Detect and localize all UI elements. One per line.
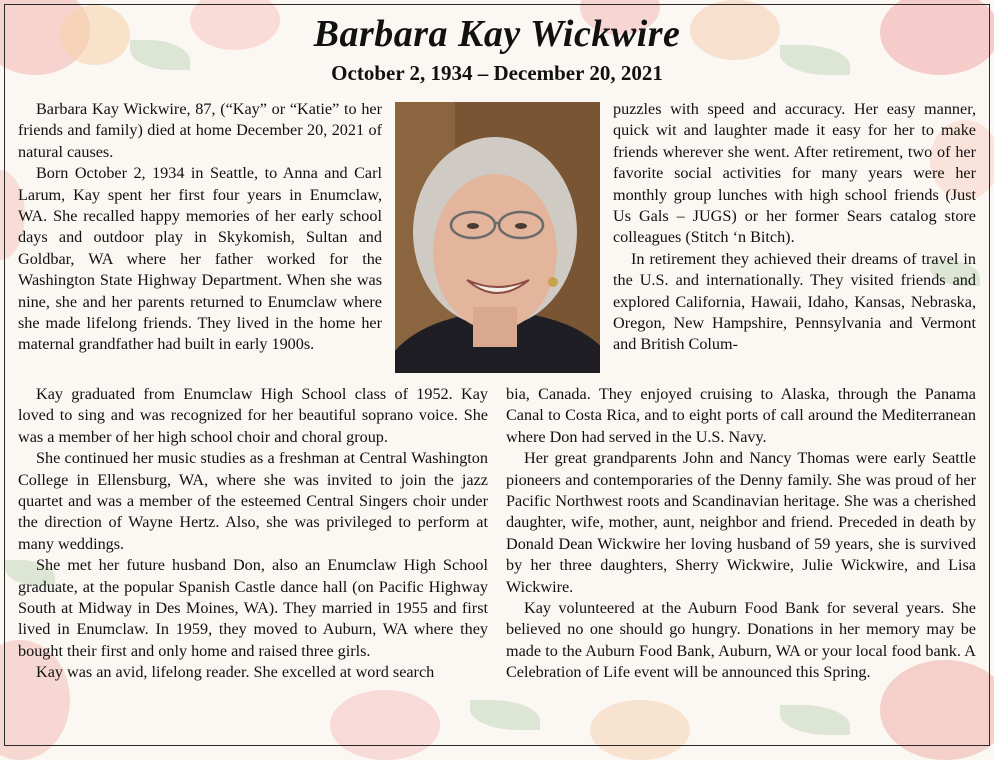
portrait-photo [395,102,600,373]
column-left-bottom [18,384,488,684]
paragraph-marriage: She met her future husband Don, also an Enumclaw High School graduate, at the popular Spanish Castle dance hall (on Pacific Highway South at Midway in Des Moines, WA). They married in 1955 and first lived in Enumclaw. In 1959, they moved to Auburn, WA where they bought their first and only home and raised three girls. [18,556,488,660]
paragraph-travel-continued: bia, Canada. They enjoyed cruising to Alaska, through the Panama Canal to Costa Rica, and to eight ports of call around the Mediterranean where Don had served in the U.S. Navy. [506,385,976,446]
column-left-top [18,99,382,356]
column-right-top [613,99,976,356]
deceased-name: Barbara Kay Wickwire [313,13,681,55]
paragraph-death-notice: Barbara Kay Wickwire, 87, (“Kay” or “Katie” to her friends and family) died at home December 20, 2021 of natural causes. [18,100,382,161]
column-right-bottom [506,384,976,684]
paragraph-family: Her great grandparents John and Nancy Thomas were early Seattle pioneers and contemporaries of the Denny family. She was proud of her Pacific Northwest roots and Scandinavian heritage. She was a cherished daughter, wife, mother, aunt, neighbor and friend. Preceded in death by Donald Dean Wickwire her loving husband of 59 years, she is survived by her three daughters, Sherry Wickwire, Julie Wickwire, and Lisa Wickwire. [506,449,976,596]
paragraph-reader-continued: puzzles with speed and accuracy. Her easy manner, quick wit and laughter made it easy for her to make friends wherever she went. After retirement, two of her favorite social activities for many years were her monthly group lunches with high school friends (Just Us Gals – JUGS) or her former Sears catalog store colleagues (Stitch ‘n Bitch). [613,100,976,247]
paragraph-high-school: Kay graduated from Enumclaw High School class of 1952. Kay loved to sing and was recognized for her beautiful soprano voice. She was a member of her high school choir and choral group. [18,385,488,446]
paragraph-travel: In retirement they achieved their dreams of travel in the U.S. and internationally. They visited friends and explored California, Hawaii, Idaho, Kansas, Nebraska, Oregon, New Hampshire, Pennsylvania and Vermont and British Colum- [613,249,976,354]
paragraph-early-life: Born October 2, 1934 in Seattle, to Anna and Carl Larum, Kay spent her first four years in Enumclaw, WA. She recalled happy memories of her early school days and outdoor play in Skykomish, Sultan and Goldbar, WA where her father worked for the Washington State Highway Department. When she was nine, she and her parents returned to Enumclaw where she made lifelong friends. They lived in the home her maternal grandfather had built in early 1900s. [18,164,382,354]
paragraph-memorial: Kay volunteered at the Auburn Food Bank for several years. She believed no one should go hungry. Donations in her memory may be made to the Auburn Food Bank, Auburn, WA or your local food bank. A Celebration of Life event will be announced this Spring. [506,599,976,682]
paragraph-college: She continued her music studies as a freshman at Central Washington College in Ellensburg, WA, where she was invited to join the jazz quartet and was a member of the esteemed Central Singers choir under the direction of Wayne Hertz. Also, she was privileged to perform at many weddings. [18,449,488,553]
portrait-illustration [395,102,600,373]
life-dates: October 2, 1934 – December 20, 2021 [331,61,663,85]
paragraph-reader: Kay was an avid, lifelong reader. She excelled at word search [36,663,435,682]
